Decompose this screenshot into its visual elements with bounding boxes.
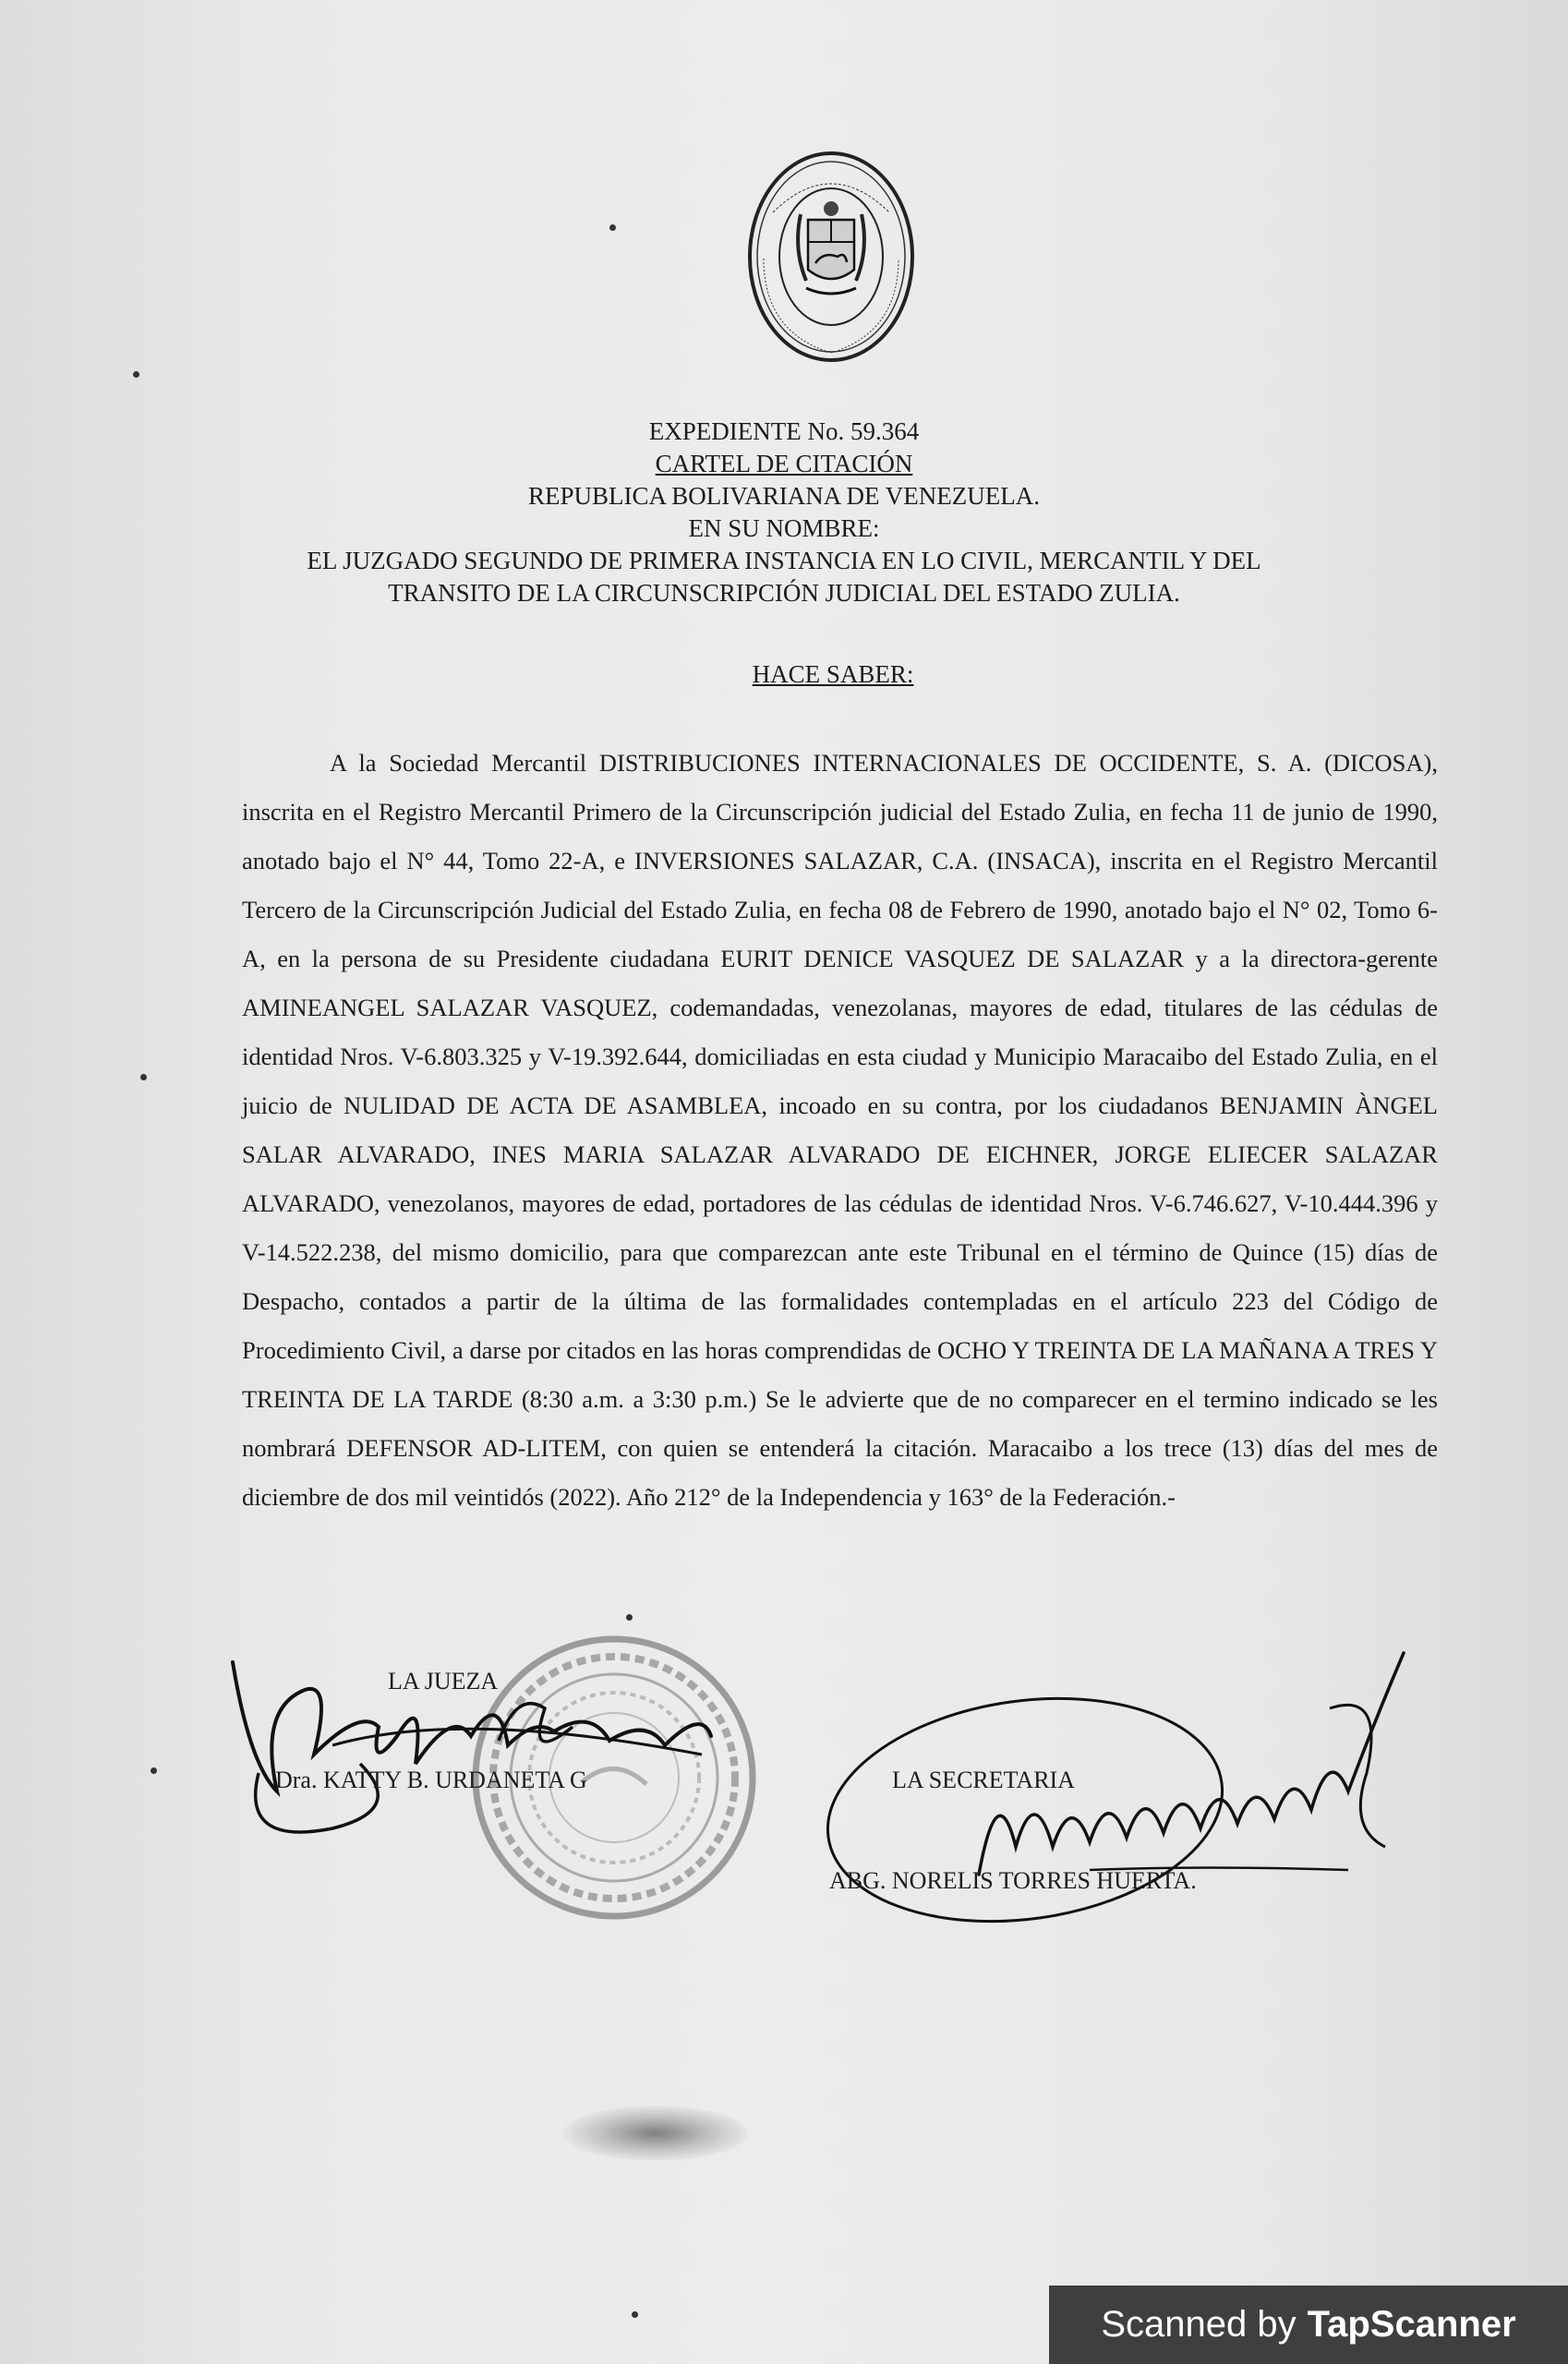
watermark-brand: TapScanner: [1307, 2304, 1516, 2345]
hace-saber-heading: HACE SABER:: [752, 660, 914, 688]
secretary-name: ABG. NORELIS TORRES HUERTA.: [829, 1867, 1197, 1894]
judge-title: LA JUEZA: [388, 1668, 499, 1695]
secretary-title: LA SECRETARIA: [892, 1767, 1075, 1793]
document-header: [0, 416, 1568, 609]
expediente-number: EXPEDIENTE No. 59.364: [648, 417, 920, 445]
scan-speck: [151, 1767, 157, 1774]
judge-name: Dra. KATTY B. URDANETA G: [275, 1767, 587, 1793]
scan-speck: [626, 1614, 633, 1621]
scanner-watermark: [1049, 2286, 1568, 2364]
scan-speck: [140, 1074, 147, 1080]
court-line-2: TRANSITO DE LA CIRCUNSCRIPCIÓN JUDICIAL DEL ESTADO ZULIA.: [388, 579, 1180, 607]
scan-speck: [133, 371, 139, 378]
scan-speck: [609, 224, 616, 231]
watermark-prefix: Scanned by: [1101, 2304, 1297, 2345]
ink-smudge: [563, 2105, 748, 2161]
summons-body: [242, 739, 1438, 1522]
republic-line: REPUBLICA BOLIVARIANA DE VENEZUELA.: [527, 482, 1040, 510]
court-seal-image: [745, 148, 917, 366]
in-its-name-line: EN SU NOMBRE:: [688, 514, 880, 542]
court-line-1: EL JUZGADO SEGUNDO DE PRIMERA INSTANCIA EN LO CIVIL, MERCANTIL Y DEL: [307, 547, 1261, 574]
scan-speck: [632, 2311, 638, 2318]
document-title: CARTEL DE CITACIÓN: [655, 450, 913, 477]
summons-paragraph: A la Sociedad Mercantil DISTRIBUCIONES INTERNACIONALES DE OCCIDENTE, S. A. (DICOSA), inscrita en el Registro Mercantil Primero de la Circunscripción judicial del Estado Zulia, en fecha 11 de junio de 1990, anotado bajo el N° 44, Tomo 22-A, e INVERSIONES SALAZAR, C.A. (INSACA), inscrita en el Registro Mercantil Tercero de la Circunscripción Judicial del Estado Zulia, en fecha 08 de Febrero de 1990, anotado bajo el N° 02, Tomo 6-A, en la persona de su Presidente ciudadana EURIT DENICE VASQUEZ DE SALAZAR y a la directora-gerente AMINEANGEL SALAZAR VASQUEZ, codemandadas, venezolanas, mayores de edad, titulares de las cédulas de identidad Nros. V-6.803.325 y V-19.392.644, domiciliadas en esta ciudad y Municipio Maracaibo del Estado Zulia, en el juicio de NULIDAD DE ACTA DE ASAMBLEA, incoado en su contra, por los ciudadanos BENJAMIN ÀNGEL SALAR ALVARADO, INES MARIA SALAZAR ALVARADO DE EICHNER, JORGE ELIECER SALAZAR ALVARADO, venezolanos, mayores de edad, portadores de las cédulas de identidad Nros. V-6.746.627, V-10.444.396 y V-14.522.238, del mismo domicilio, para que comparezcan ante este Tribunal en el término de Quince (15) días de Despacho, contados a partir de la última de las formalidades contempladas en el artículo 223 del Código de Procedimiento Civil, a darse por citados en las horas comprendidas de OCHO Y TREINTA DE LA MAÑANA A TRES Y TREINTA DE LA TARDE (8:30 a.m. a 3:30 p.m.) Se le advierte que de no comparecer en el termino indicado se les nombrará DEFENSOR AD-LITEM, con quien se entenderá la citación. Maracaibo a los trece (13) días del mes de diciembre de dos mil veintidós (2022). Año 212° de la Independencia y 163° de la Federación.-: [242, 749, 1438, 1511]
